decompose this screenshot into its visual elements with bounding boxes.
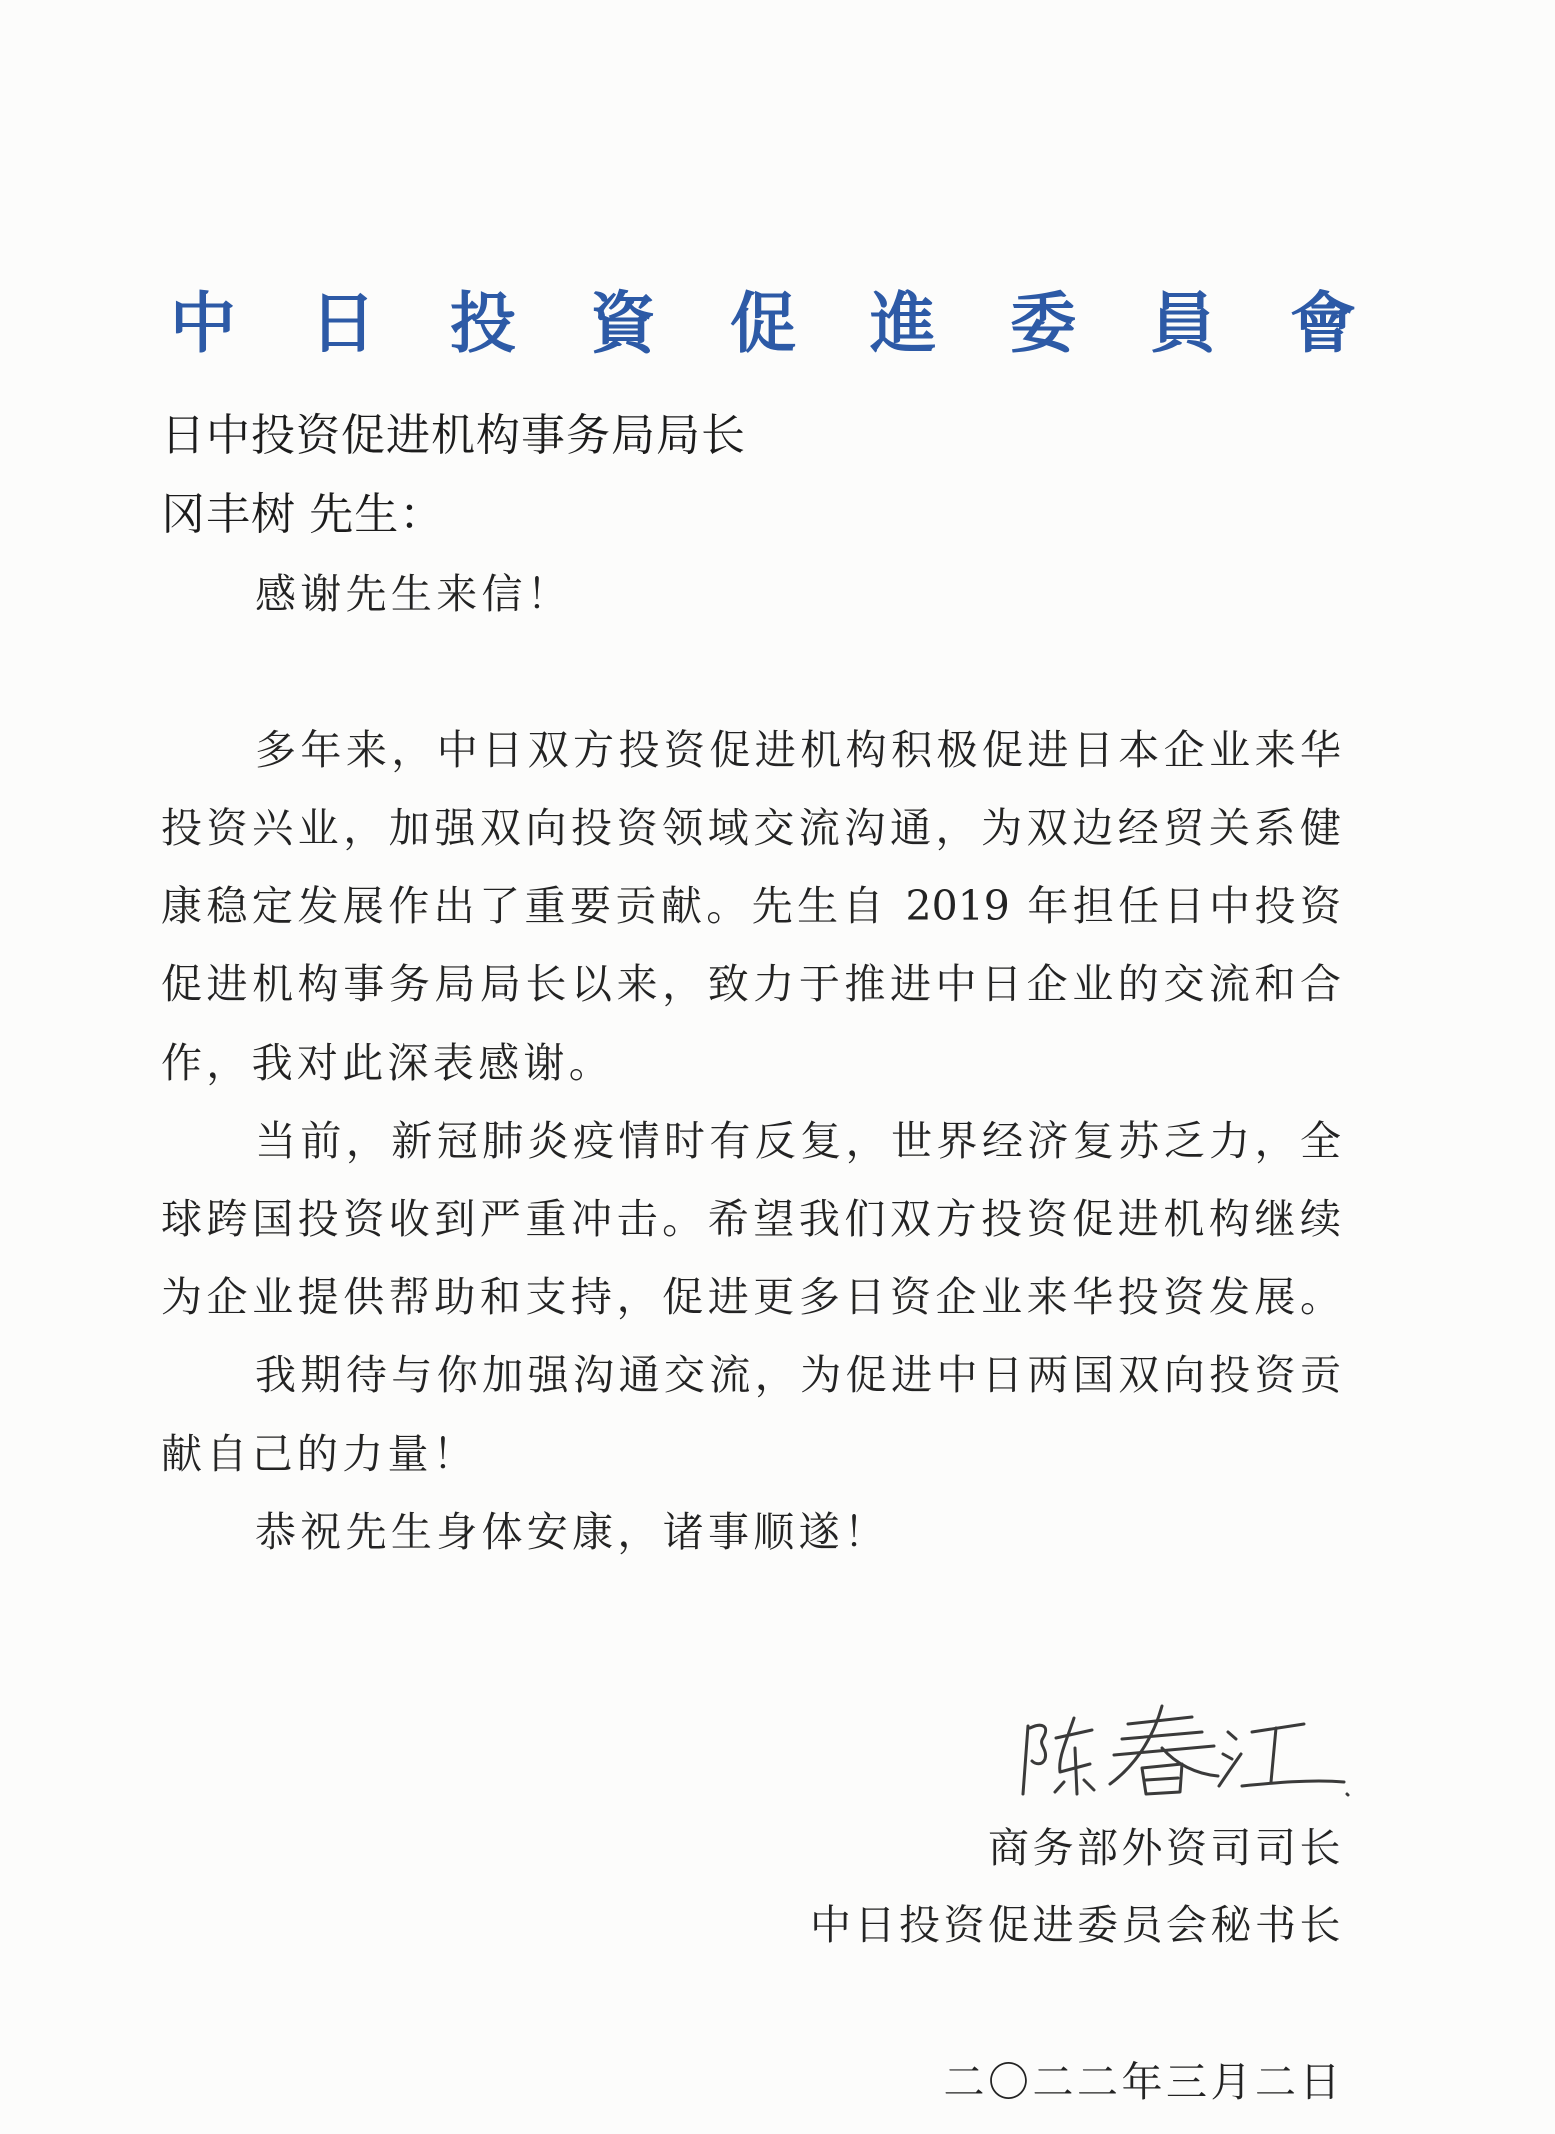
body-line: 献自己的力量！	[161, 1430, 479, 1478]
body-line: 促进机构事务局局长以来，致力于推进中日企业的交流和合	[161, 960, 1341, 1008]
closing-line: 恭祝先生身体安康，诸事顺遂！	[255, 1508, 890, 1556]
sender-position: 商务部外资司司长	[988, 1824, 1344, 1872]
body-line: 当前，新冠肺炎疫情时有反复，世界经济复苏乏力，全	[255, 1117, 1341, 1165]
body-line: 投资兴业，加强双向投资领域交流沟通，为双边经贸关系健	[161, 804, 1341, 852]
body-line: 为企业提供帮助和支持，促进更多日资企业来华投资发展。	[161, 1273, 1341, 1321]
body-line: 作，我对此深表感谢。	[161, 1039, 614, 1087]
sender-role: 中日投资促进委员会秘书长	[810, 1901, 1344, 1949]
greeting: 感谢先生来信！	[255, 570, 573, 618]
letter-date: 二〇二二年三月二日	[943, 2058, 1344, 2106]
recipient-title: 日中投资促进机构事务局局长	[161, 411, 746, 460]
letterhead-title: 中日投資促進委員會	[170, 284, 1430, 362]
salutation: 冈丰树 先生：	[161, 490, 445, 539]
body-line: 多年来，中日双方投资促进机构积极促进日本企业来华	[255, 726, 1341, 774]
body-line: 康稳定发展作出了重要贡献。先生自 2019 年担任日中投资	[161, 882, 1341, 930]
body-line: 球跨国投资收到严重冲击。希望我们双方投资促进机构继续	[161, 1195, 1341, 1243]
body-line: 我期待与你加强沟通交流，为促进中日两国双向投资贡	[255, 1351, 1341, 1399]
signature	[1010, 1702, 1355, 1807]
